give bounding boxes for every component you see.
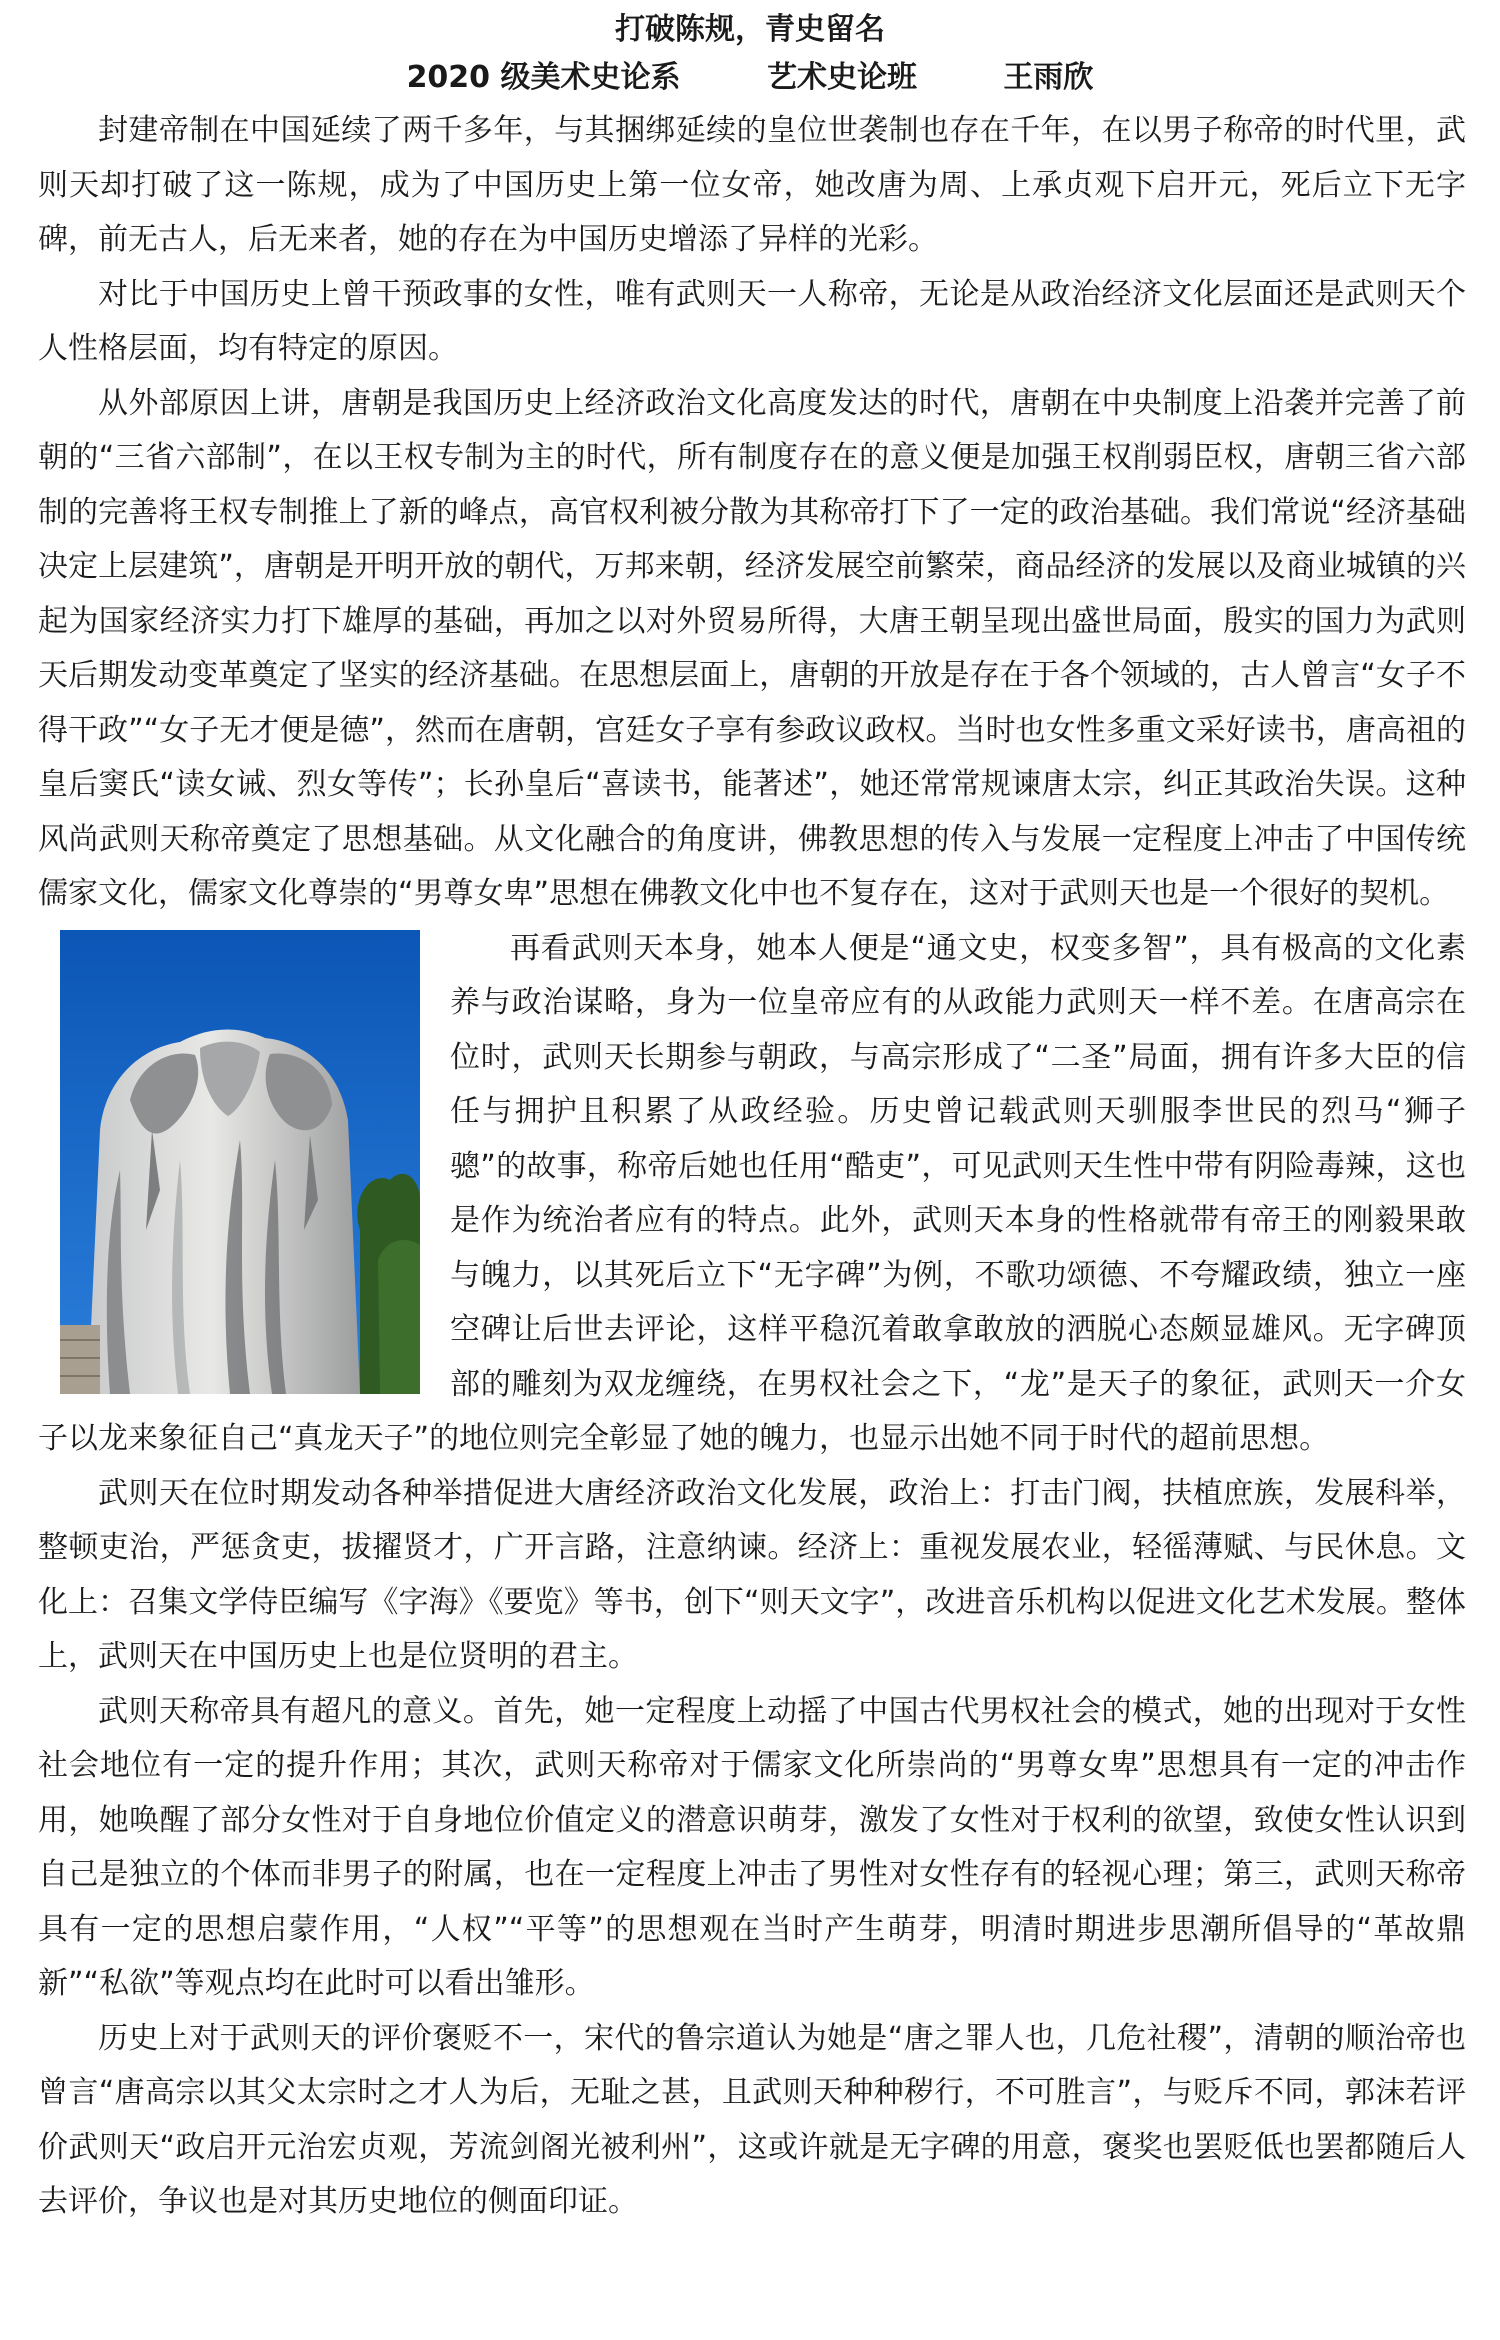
paragraph-1: 封建帝制在中国延续了两千多年，与其捆绑延续的皇位世袭制也存在千年，在以男子称帝的时代里，武则天却打破了这一陈规，成为了中国历史上第一位女帝，她改唐为周、上承贞观下启开元，死后立下无字碑，前无古人，后无来者，她的存在为中国历史增添了异样的光彩。 <box>38 113 1466 257</box>
wordless-stele-photo <box>60 930 420 1394</box>
paragraph-4: 再看武则天本身，她本人便是“通文史，权变多智”，具有极高的文化素养与政治谋略，身为一位皇帝应有的从政能力武则天一样不差。在唐高宗在位时，武则天长期参与朝政，与高宗形成了“二圣”局面，拥有许多大臣的信任与拥护且积累了从政经验。历史曾记载武则天驯服李世民的烈马“狮子骢”的故事，称帝后她也任用“酷吏”，可见武则天生性中带有阴险毒辣，这也是作为统治者应有的特点。此外，武则天本身的性格就带有帝王的刚毅果敢与魄力，以其死后立下“无字碑”为例，不歌功颂德、不夸耀政绩，独立一座空碑让后世去评论，这样平稳沉着敢拿敢放的洒脱心态颇显雄风。无字碑顶部的雕刻为双龙缠绕，在男权社会之下，“龙”是天子的象征，武则天一介女子以龙来象征自己“真龙天子”的地位则完全彰显了她的魄力，也显示出她不同于时代的超前思想。 <box>38 930 1466 1456</box>
article-body <box>38 104 1466 2230</box>
paragraph-2: 对比于中国历史上曾干预政事的女性，唯有武则天一人称帝，无论是从政治经济文化层面还是武则天个人性格层面，均有特定的原因。 <box>38 276 1466 366</box>
paragraph-5: 武则天在位时期发动各种举措促进大唐经济政治文化发展，政治上：打击门阀，扶植庶族，发展科举，整顿吏治，严惩贪吏，拔擢贤才，广开言路，注意纳谏。经济上：重视发展农业，轻徭薄赋、与民休息。文化上：召集文学侍臣编写《字海》《要览》等书，创下“则天文字”，改进音乐机构以促进文化艺术发展。整体上，武则天在中国历史上也是位贤明的君主。 <box>38 1475 1466 1674</box>
paragraph-7: 历史上对于武则天的评价褒贬不一，宋代的鲁宗道认为她是“唐之罪人也，几危社稷”，清朝的顺治帝也曾言“唐高宗以其父太宗时之才人为后，无耻之甚，且武则天种种秽行，不可胜言”，与贬斥不同，郭沫若评价武则天“政启开元治宏贞观，芳流剑阁光被利州”，这或许就是无字碑的用意，褒奖也罢贬低也罢都随后人去评价，争议也是对其历史地位的侧面印证。 <box>38 2020 1466 2219</box>
byline-class: 艺术史论班 <box>766 60 917 95</box>
paragraph-3: 从外部原因上讲，唐朝是我国历史上经济政治文化高度发达的时代，唐朝在中央制度上沿袭并完善了前朝的“三省六部制”，在以王权专制为主的时代，所有制度存在的意义便是加强王权削弱臣权，唐朝三省六部制的完善将王权专制推上了新的峰点，高官权利被分散为其称帝打下了一定的政治基础。我们常说“经济基础决定上层建筑”，唐朝是开明开放的朝代，万邦来朝，经济发展空前繁荣，商品经济的发展以及商业城镇的兴起为国家经济实力打下雄厚的基础，再加之以对外贸易所得，大唐王朝呈现出盛世局面，殷实的国力为武则天后期发动变革奠定了坚实的经济基础。在思想层面上，唐朝的开放是存在于各个领域的，古人曾言“女子不得干政”“女子无才便是德”，然而在唐朝，宫廷女子享有参政议政权。当时也女性多重文采好读书，唐高祖的皇后窦氏“读女诫、烈女等传”；长孙皇后“喜读书，能著述”，她还常常规谏唐太宗，纠正其政治失误。这种风尚武则天称帝奠定了思想基础。从文化融合的角度讲，佛教思想的传入与发展一定程度上冲击了中国传统儒家文化，儒家文化尊崇的“男尊女卑”思想在佛教文化中也不复存在，这对于武则天也是一个很好的契机。 <box>38 385 1466 911</box>
byline-grade: 2020 级美术史论系 <box>406 60 681 95</box>
article-title: 打破陈规，青史留名 <box>615 12 885 47</box>
byline <box>0 58 1500 98</box>
byline-author: 王雨欣 <box>1003 60 1094 95</box>
stele-illustration <box>60 930 420 1394</box>
paragraph-6: 武则天称帝具有超凡的意义。首先，她一定程度上动摇了中国古代男权社会的模式，她的出现对于女性社会地位有一定的提升作用；其次，武则天称帝对于儒家文化所崇尚的“男尊女卑”思想具有一定的冲击作用，她唤醒了部分女性对于自身地位价值定义的潜意识萌芽，激发了女性对于权利的欲望，致使女性认识到自己是独立的个体而非男子的附属，也在一定程度上冲击了男性对女性存有的轻视心理；第三，武则天称帝具有一定的思想启蒙作用，“人权”“平等”的思想观在当时产生萌芽，明清时期进步思潮所倡导的“革故鼎新”“私欲”等观点均在此时可以看出雏形。 <box>38 1693 1466 2001</box>
